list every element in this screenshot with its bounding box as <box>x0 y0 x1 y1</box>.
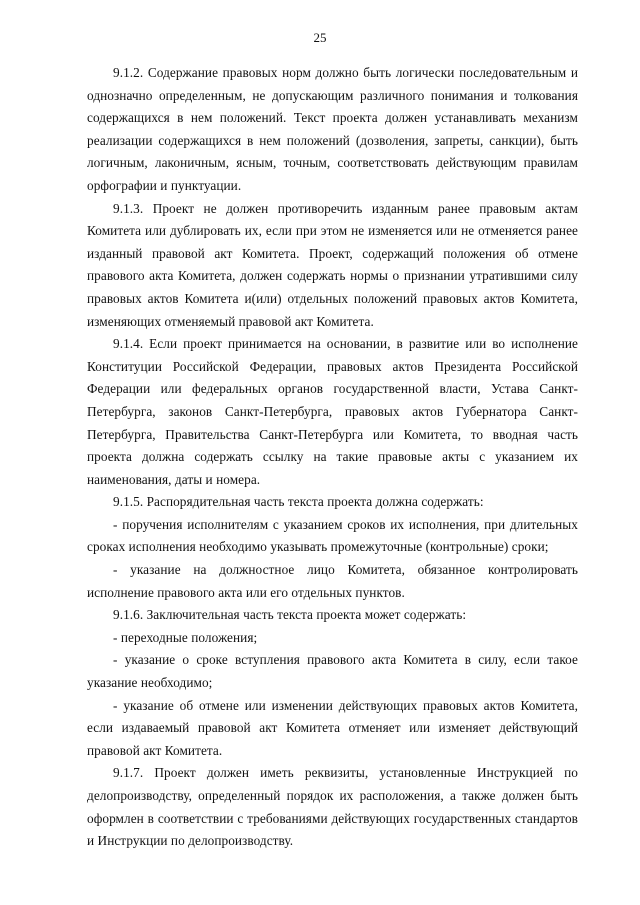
paragraph-9-1-5: 9.1.5. Распорядительная часть текста проекта должна содержать: <box>113 494 484 510</box>
list-item-entry-into-force: - указание о сроке вступления правового акта Комитета в силу, если такое указание необходимо; <box>87 652 578 691</box>
list-item-control-official: - указание на должностное лицо Комитета, обязанное контролировать исполнение правового акта или его отдельных пунктов. <box>87 562 578 600</box>
paragraph-9-1-7: 9.1.7. Проект должен иметь реквизиты, установленные Инструкцией по делопроизводству, определенный порядок их расположения, а также должен быть оформлен в соответствии с требованиями действующих государственных стандартов и Инструкции по делопроизводству. <box>87 765 578 849</box>
paragraph-9-1-3: 9.1.3. Проект не должен противоречить изданным ранее правовым актам Комитета или дублировать их, если при этом не изменяется или не отменяется ранее изданный правовой акт Комитета. Проект, содержащий положения об отмене правового акта Комитета, должен содержать нормы о признании утратившими силу правовых актов Комитета и(или) отдельных положений правовых актов Комитета, изменяющих отменяемый правовой акт Комитета. <box>87 200 578 329</box>
document-body <box>87 62 578 853</box>
page-number: 25 <box>313 30 327 45</box>
paragraph-9-1-6: 9.1.6. Заключительная часть текста проекта может содержать: <box>113 607 467 623</box>
list-item-orders: - поручения исполнителям с указанием сроков их исполнения, при длительных сроках исполнения необходимо указывать промежуточные (контрольные) сроки; <box>87 516 578 555</box>
paragraph-9-1-2: 9.1.2. Содержание правовых норм должно быть логически последовательным и однозначно определенным, не допускающим различного понимания и толкования содержащихся в нем положений. Текст проекта должен устанавливать механизм реализации содержащихся в нем положений (дозволения, запреты, санкции), быть логичным, лаконичным, ясным, точным, соответствовать действующим правилам орфографии и пунктуации. <box>87 65 578 193</box>
list-item-transitional: - переходные положения; <box>113 629 258 645</box>
paragraph-9-1-4: 9.1.4. Если проект принимается на основании, в развитие или во исполнение Конституции Российской Федерации, правовых актов Президента Российской Федерации или федеральных органов государственной власти, Устава Санкт-Петербурга, законов Санкт-Петербурга, правовых актов Губернатора Санкт-Петербурга, Правительства Санкт-Петербурга или Комитета, то вводная часть проекта должна содержать ссылку на такие правовые акты с указанием их наименования, даты и номера. <box>87 336 578 487</box>
list-item-repeal: - указание об отмене или изменении действующих правовых актов Комитета, если издаваемый правовой акт Комитета отменяет или изменяет действующий правовой акт Комитета. <box>87 697 578 758</box>
